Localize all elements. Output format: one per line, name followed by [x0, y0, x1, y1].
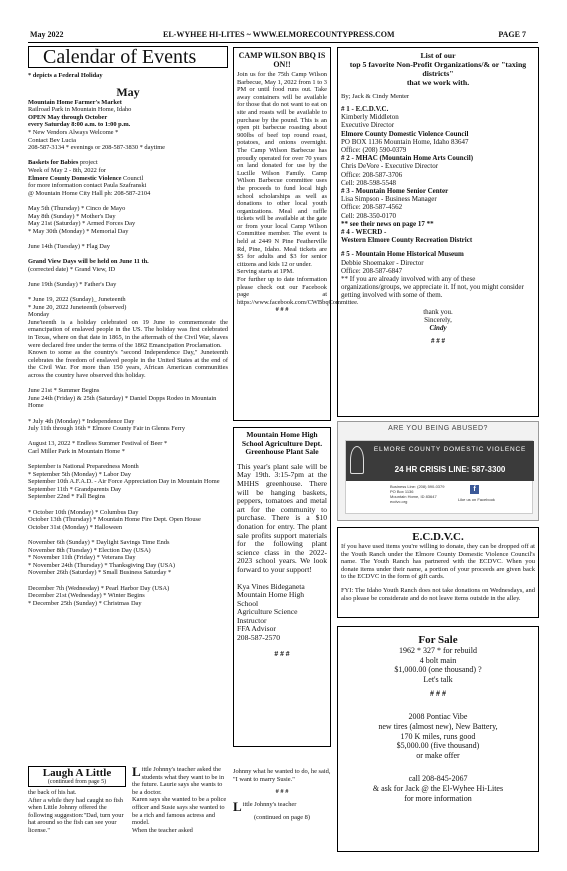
page-number: PAGE 7 [498, 30, 526, 39]
laugh-a-little [28, 766, 228, 846]
nonprofit-2-heading: # 2 - MHAC (Mountain Home Arts Council) [341, 154, 474, 163]
ecdvc-paragraph-1: If you have used items you're willing to donate, they can be dropped off at the Youth Ranch under the Elmore County Domestic Violence Council's name. The Youth Ranch has partnered with the ECDVC. When you donate items under their name, a portion of your proceeds are given back to the ECDVC in the form of gift cards. [341, 543, 535, 581]
june-events: June 21st * Summer Begins June 24th (Friday) & 25th (Saturday) * Daniel Dopps Rodeo in Mountain Home [28, 387, 217, 410]
laugh-subtitle: (continued from page 5) [47, 779, 107, 785]
nonprofits-box [337, 47, 539, 417]
laugh-dropcap: L [132, 764, 141, 779]
bbq-end-mark: # # # [275, 306, 289, 314]
facebook-icon: f [470, 485, 479, 494]
baskets-for-babies [28, 159, 228, 197]
for-sale-contact: call 208-845-2067 & ask for Jack @ the El-Wyhee Hi-Lites for more information [372, 774, 504, 803]
september-events: September is National Preparedness Month * September 5th (Monday) * Labor Day September 10th A.F.A.D. - Air Force Appreciation Day in Mountain Home September 11th * Grandparents Day September 22nd * Fall Begins [28, 463, 220, 501]
month-heading: May [116, 84, 140, 99]
november-events: November 6th (Sunday) * Daylight Savings Time Ends November 8th (Tuesday) * Election Day (USA) * November 11th (Friday) * Veterans Day * November 24th (Thursday) * Thanksgiving Day (USA) November 26th (Saturday) * Small Business Saturday * [28, 539, 176, 577]
for-sale-item-1: 1962 * 327 * for rebuild 4 bolt main $1,000.00 (one thousand) ? Let's talk [394, 646, 482, 684]
johnny-text: Johnny what he wanted to do, he said, "I want to marry Susie." [233, 768, 331, 783]
december-events: December 7th (Wednesday) * Pearl Harbor Day (USA) December 21st (Wednesday) * Winter Begins * December 25th (Sunday) * Christmas Day [28, 584, 170, 607]
calendar-column [28, 46, 228, 763]
federal-holiday-note: * depicts a Federal Holiday [28, 72, 103, 79]
bbq-title: CAMP WILSON BBQ IS ON!! [238, 51, 326, 69]
plant-sale-body: This year's plant sale will be May 19th. 3:15-7pm at the MHHS greenhouse. There will be hanging baskets, peppers, tomatoes and metal art for the community to purchase. There is a $10 donation for entry. The plant sale profits support materials for the following plant science class in the 2022-2023 school years. We look forward to your support! [237, 461, 327, 574]
crisis-line-ad [337, 421, 539, 521]
nonprofits-byline: By; Jack & Cindy Menter [341, 93, 410, 100]
laugh-header-box [28, 766, 126, 787]
nonprofit-1-org: Elmore County Domestic Violence Council [341, 129, 469, 138]
farmers-market-location: Railroad Park in Mountain Home, Idaho [28, 106, 132, 114]
nonprofit-1-heading: # 1 - E.C.D.V.C. [341, 105, 389, 113]
nonprofits-title: List of our top 5 favorite Non-Profit Organizations/& or "taxing districts" that we work with. [349, 51, 527, 87]
johnny-continued [233, 768, 331, 822]
abuse-org-name: ELMORE COUNTY DOMESTIC VIOLENCE [373, 446, 527, 453]
plant-sale-box [233, 427, 331, 747]
farmers-market-contact: * New Vendors Always Welcome * Contact Bev Lucia 208-587-3134 * evenings or 208-587-3830 * daytime [28, 128, 166, 152]
see-more-note: ** see their news on page 17 ** [341, 219, 434, 228]
august-events: August 13, 2022 * Endless Summer Festival of Beer * Carl Miller Park in Mountain Home * [28, 440, 168, 455]
nonprofit-4-heading: # 4 - WECRD - Western Elmore County Recreation District [341, 228, 473, 245]
laugh-title: Laugh A Little [42, 767, 112, 779]
flag-day: June 14th (Tuesday) * Flag Day [28, 242, 110, 250]
bbq-body: Join us for the 75th Camp Wilson Barbecue, May 1, 2022 from 1 to 3 PM or until food runs out. Take away containers will be available for those that do not want to eat on site and roasts will be available to purchase by the pound. This is an open pit barbecue roasting about 900lbs of beef top round roast, potatoes, and onions overnight. The Camp Wilson Barbecue has proudly operated for over 70 years on land donated for use by the Lucille Wilson Family. Camp Wilson Barbecue committee uses the proceeds to fund local high school scholarships as well as donations to other local youth organizations. Meal and raffle tickets will be available at the gate or from your local Camp Wilson Committee member. The event is held at 2449 N Pine Featherville Rd, Pine, Idaho. Meal tickets are $5 for adults and $3 for senior citizens and kids 12 or under. Serving starts at 1PM. For further up to date information please check out our Facebook page at https://www.facebook.com/CWBbqCommittee. [237, 71, 359, 306]
babies-text-2: Council for more information contact Paula Szafranski @ Mountain Home City Hall ph: 208-587-2104 [28, 174, 151, 197]
juneteenth-dates: * June 19, 2022 (Sunday)_ Juneteenth * June 20, 2022 Juneteenth (observed) Monday [28, 296, 127, 319]
nonprofit-3-body: Lisa Simpson - Business Manager Office: 208-587-4562 Cell: 208-350-0170 [341, 195, 437, 220]
for-sale-item-2: 2008 Pontiac Vibe new tires (almost new), New Battery, 170 K miles, runs good $5,000.00 (five thousand) or make offer [378, 712, 498, 760]
fathers-day: June 19th (Sunday) * Father's Day [28, 280, 117, 288]
nonprofits-end-mark: # # # [431, 337, 445, 346]
ecdvc-box [337, 527, 539, 618]
farmers-market-hours: OPEN May through October every Saturday 8:00 a.m. to 1:00 p.m. [28, 113, 131, 129]
nonprofit-5-body: Debbie Shoemaker - Director Office: 208-587-6847 [341, 258, 424, 275]
july-events: * July 4th (Monday) * Independence Day July 11th through 16th * Elmore County Fair in Glenns Ferry [28, 417, 186, 433]
ecdvc-title: E.C.D.V.C. [412, 531, 464, 543]
juneteenth-text: June'teenth is a holiday celebrated on 19 June to commemorate the emancipation of enslaved people in the US. The holiday was first celebrated in Texas, where on that date in 1865, in the aftermath of the Civil War, slaves were declared free under the terms of the 1862 Emancipation Proclamation. Known to some as the country's "second Independence Day," Juneteenth celebrates the freedom of enslaved people in the United States at the end of the Civil War. For more than 150 years, African American communities across the country have observed this holiday. [28, 318, 228, 379]
ecdvc-logo-icon [350, 446, 364, 474]
nonprofit-1-contact: PO BOX 1136 Mountain Home, Idaho 83647 Office: (208) 590-0379 [341, 137, 469, 155]
for-sale-box [337, 626, 539, 852]
camp-wilson-bbq-box [233, 47, 359, 421]
johnny-text-2: ittle Johnny's teacher [242, 800, 297, 808]
laugh-right-text: ittle Johnny's teacher asked the students what they want to be in the future. Laurie says she wants to be a doctor. Karen says she wanted to be a police officer and Susie says she wanted to be a rich and famous actress and model. When the teacher asked [132, 766, 227, 834]
nonprofits-note: ** If you are already involved with any of these organizations/groups, we appreciate it. If not, you might consider getting involved with some of them. [341, 275, 524, 300]
facebook-caption: Like us on Facebook [458, 497, 495, 502]
nonprofit-2-body: Chris DeVore - Executive Director Office: 208-587-3706 Cell: 208-598-5548 [341, 162, 439, 187]
for-sale-title: For Sale [418, 634, 458, 646]
signature-cindy: Cindy [429, 324, 447, 333]
page-header [28, 29, 538, 43]
johnny-end-mark: # # # [275, 788, 289, 796]
plant-sale-signature: Kya Vines Bideganeta Mountain Home High School Agriculture Science Instructor FFA Advisor 208-587-2570 [237, 581, 305, 643]
johnny-dropcap: L [233, 798, 242, 814]
abuse-contact-info: Business Line: (208) 590-0379 PO Box 1136 Mountain Home, ID 83647 ecdvc.org [390, 484, 445, 504]
continued-note: (continued on page 8) [254, 814, 310, 822]
issue-date: May 2022 [30, 30, 64, 39]
for-sale-separator: # # # [430, 689, 446, 699]
farmers-market-title: Mountain Home Farmer's Market [28, 98, 122, 106]
nonprofit-1-body: Kimberly Middleton Executive Director [341, 113, 399, 130]
grand-view-note: (corrected date) * Grand View, ID [28, 265, 116, 273]
ecdvc-paragraph-2: FYI: The Idaho Youth Ranch does not take donations on Wednesdays, and also please be considerate and do not leave items outside in the alley. [341, 586, 535, 602]
calendar-title: Calendar of Events [28, 46, 228, 68]
babies-title: Baskets for Babies [28, 159, 79, 167]
babies-text-1: project Week of May 2 - 8th, 2022 for [28, 159, 106, 174]
nonprofit-3-heading: # 3 - Mountain Home Senior Center [341, 187, 449, 196]
abuse-question: ARE YOU BEING ABUSED? [388, 425, 488, 432]
laugh-right-column [132, 766, 228, 834]
october-events: * October 10th (Monday) * Columbus Day October 13th (Thursday) * Mountain Home Fire Dept. Open House October 31st (Monday) * Halloween [28, 508, 201, 531]
laugh-left-text: the back of his hat. After a while they had caught no fish when Little Johnny offered the following suggestion:"Dad, turn your hat around so the fish can see your license." [28, 789, 124, 834]
grand-view-days: Grand View Days will be held on June 11 th. [28, 258, 149, 266]
crisis-line-number: 24 HR CRISIS LINE: 587-3300 [394, 465, 506, 474]
nonprofits-thanks: thank you. Sincerely, [423, 307, 453, 324]
masthead: EL-WYHEE HI-LITES ~ WWW.ELMORECOUNTYPRESS.COM [163, 30, 395, 39]
abuse-banner [346, 441, 534, 481]
plant-sale-title: Mountain Home High School Agriculture Dept. Greenhouse Plant Sale [241, 430, 323, 457]
abuse-card [345, 440, 533, 514]
babies-org: Elmore County Domestic Violence [28, 174, 122, 182]
nonprofit-5-heading: # 5 - Mountain Home Historical Museum [341, 250, 464, 259]
may-dates: May 5th (Thursday) * Cinco de Mayo May 8th (Sunday) * Mother's Day May 21st (Saturday) * Armed Forces Day * May 30th (Monday) * Memorial Day [28, 204, 136, 235]
plant-sale-end-mark: # # # [274, 648, 290, 658]
